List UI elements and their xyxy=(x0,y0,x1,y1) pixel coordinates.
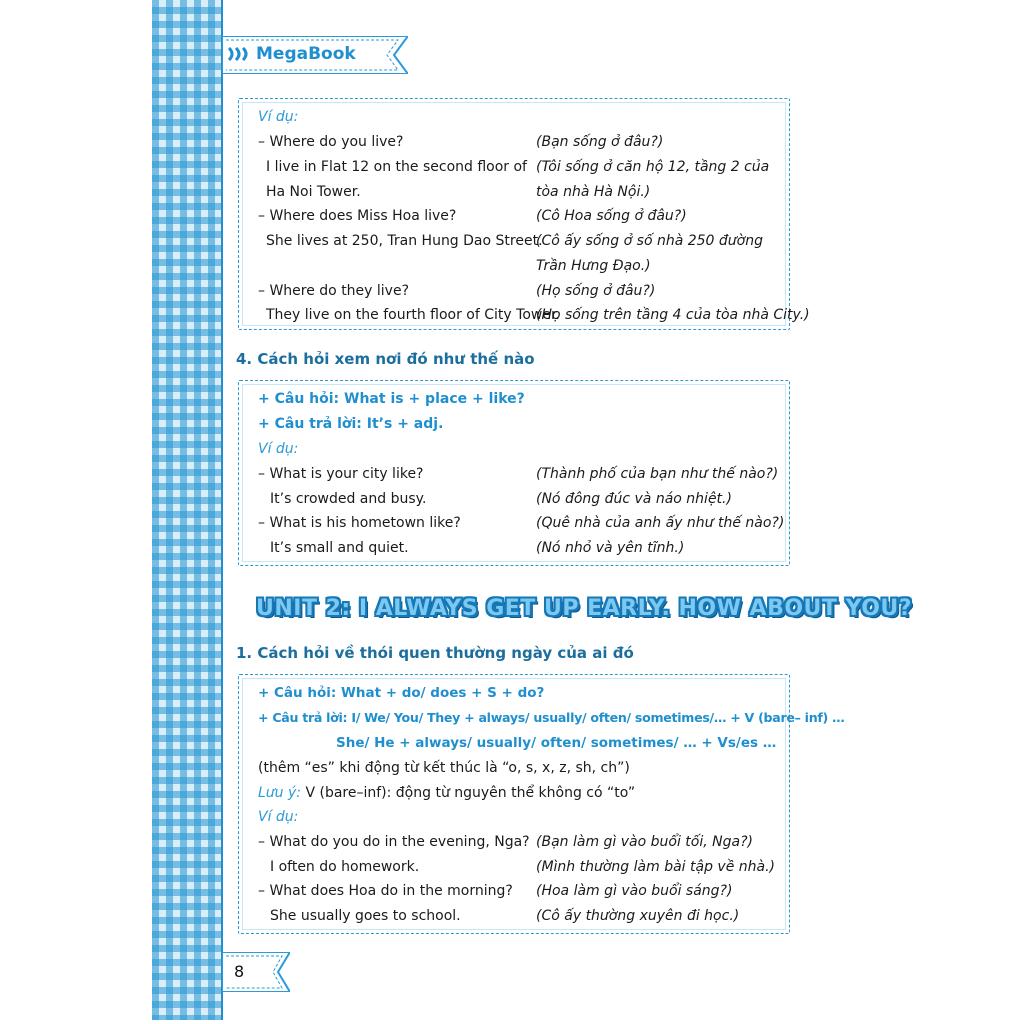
example-vi-line: (Họ sống trên tầng 4 của tòa nhà City.) xyxy=(536,307,810,323)
example-vi-line: Trần Hưng Đạo.) xyxy=(536,258,651,274)
page-number: 8 xyxy=(234,962,245,981)
section-heading: 1. Cách hỏi về thói quen thường ngày của ai đó xyxy=(236,644,634,662)
example-label: Ví dụ: xyxy=(258,809,299,825)
section-heading: 4. Cách hỏi xem nơi đó như thế nào xyxy=(236,350,535,368)
question-rule: + Câu hỏi: What + do/ does + S + do? xyxy=(258,685,545,701)
unit-title: UNIT 2: I ALWAYS GET UP EARLY. HOW ABOUT YOU? xyxy=(256,596,913,621)
example-label: Ví dụ: xyxy=(258,109,299,125)
example-en-line: – What is his hometown like? xyxy=(258,515,461,531)
example-vi-line: (Cô ấy sống ở số nhà 250 đường xyxy=(536,233,763,249)
example-vi-line: (Bạn làm gì vào buổi tối, Nga?) xyxy=(536,834,753,850)
example-en-line: – What does Hoa do in the morning? xyxy=(258,883,513,899)
example-en-line: She usually goes to school. xyxy=(270,908,461,924)
answer-rule-she-he: She/ He + always/ usually/ often/ sometimes/ … + Vs/es … xyxy=(336,735,777,751)
answer-rule: + Câu trả lời: I/ We/ You/ They + always/ usually/ often/ sometimes/… + V (bare– inf) … xyxy=(258,710,845,725)
example-vi-line: (Quê nhà của anh ấy như thế nào?) xyxy=(536,515,785,531)
question-rule: + Câu hỏi: What is + place + like? xyxy=(258,391,525,407)
example-en-line: – Where do you live? xyxy=(258,134,404,150)
example-vi-line: (Thành phố của bạn như thế nào?) xyxy=(536,466,779,482)
note-text: V (bare–inf): động từ nguyên thể không có “to” xyxy=(305,785,636,801)
example-en-line: It’s small and quiet. xyxy=(270,540,409,556)
gingham-edge xyxy=(221,0,223,1020)
example-en-line: – Where do they live? xyxy=(258,283,410,299)
example-vi-line: (Hoa làm gì vào buổi sáng?) xyxy=(536,883,733,899)
page-number-tab xyxy=(222,952,290,992)
example-vi-line: (Họ sống ở đâu?) xyxy=(536,283,656,299)
example-label: Ví dụ: xyxy=(258,441,299,457)
example-vi-line: tòa nhà Hà Nội.) xyxy=(536,184,651,200)
gingham-border xyxy=(152,0,222,1020)
example-en-line: I often do homework. xyxy=(270,859,420,875)
brand-logo xyxy=(228,44,356,64)
example-en-line: She lives at 250, Tran Hung Dao Street. xyxy=(266,233,543,249)
example-en-line: They live on the fourth floor of City Tower. xyxy=(266,307,560,323)
example-en-line: – What is your city like? xyxy=(258,466,424,482)
answer-rule: + Câu trả lời: It’s + adj. xyxy=(258,416,444,432)
example-en-line: It’s crowded and busy. xyxy=(270,491,427,507)
brand-name: MegaBook xyxy=(256,44,356,64)
example-en-line: – What do you do in the evening, Nga? xyxy=(258,834,530,850)
example-en-line: – Where does Miss Hoa live? xyxy=(258,208,457,224)
note-label: Lưu ý: xyxy=(258,785,301,801)
megabook-logo-icon xyxy=(228,47,252,61)
example-vi-line: (Mình thường làm bài tập về nhà.) xyxy=(536,859,775,875)
example-vi-line: (Tôi sống ở căn hộ 12, tầng 2 của xyxy=(536,159,770,175)
example-vi-line: (Cô Hoa sống ở đâu?) xyxy=(536,208,687,224)
example-vi-line: (Bạn sống ở đâu?) xyxy=(536,134,664,150)
example-vi-line: (Nó đông đúc và náo nhiệt.) xyxy=(536,491,732,507)
note-es: (thêm “es” khi động từ kết thúc là “o, s, x, z, sh, ch”) xyxy=(258,760,630,776)
note-line xyxy=(258,784,635,802)
example-en-line: Ha Noi Tower. xyxy=(266,184,361,200)
example-vi-line: (Nó nhỏ và yên tĩnh.) xyxy=(536,540,685,556)
example-en-line: I live in Flat 12 on the second floor of xyxy=(266,159,527,175)
example-vi-line: (Cô ấy thường xuyên đi học.) xyxy=(536,908,740,924)
